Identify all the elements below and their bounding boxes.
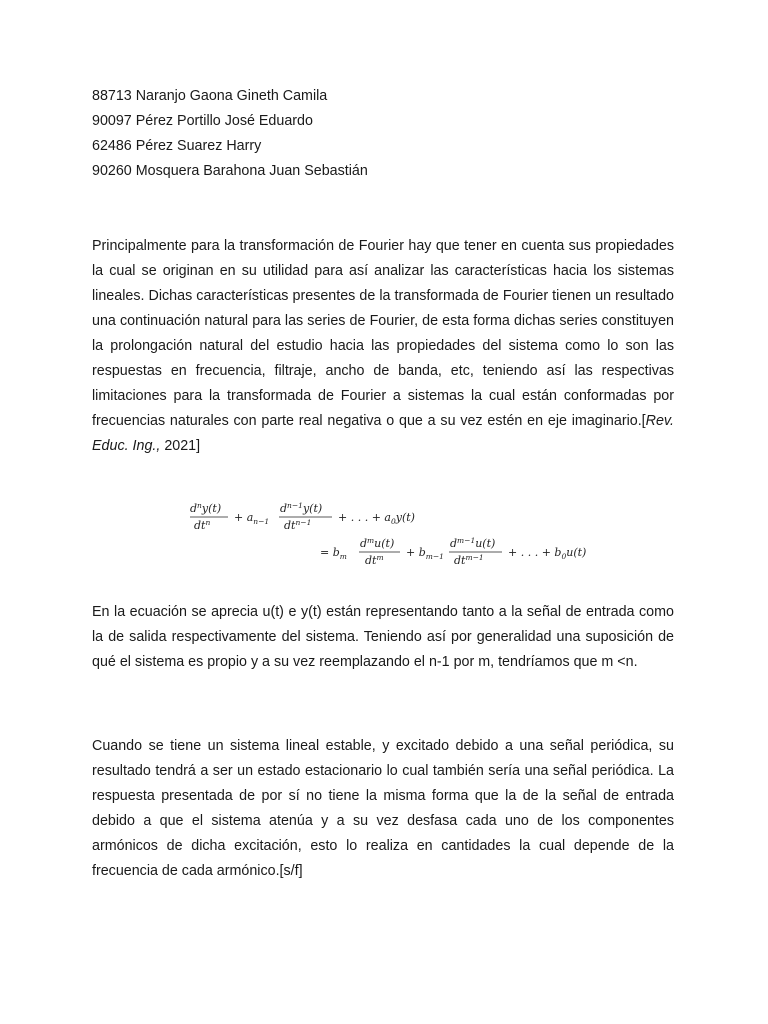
differential-equation [190, 498, 610, 570]
eq-term-dny [190, 501, 228, 532]
author-line: 90260 Mosquera Barahona Juan Sebastián [92, 163, 368, 179]
eq-plus-a: + $a_{n-1}$ [234, 511, 270, 526]
paragraph-text: Principalmente para la transformación de Fourier hay que tener en cuenta sus propiedades la cual se originan en su utilidad para así analizar las características hacia los sistemas lineales. Dichas características presentes de la transformada de Fourier tienen un resultado una continuación natural para las series de Fourier, de esta forma dichas series constituyen la prolongación natural del estudio hacia las propiedades del sistema como lo son las respuestas en frecuencia, filtraje, ancho de banda, etc, teniendo así las respectivas limitaciones para la transformada de Fourier a sistemas la cual están conformadas por frecuencias naturales con parte real negativa o que a su vez estén en eje imaginario.[ [92, 238, 674, 429]
eq-term-dm1u [449, 536, 502, 567]
eq-tail-a0: + . . . + $a_0y(t)$ [338, 511, 415, 526]
svg-text:dn−1y(t): $d^{n-1}y(t)$ [280, 501, 323, 515]
citation-source: Rev. Educ. Ing., [92, 413, 674, 454]
eq-tail-b0: + . . . + $b_0u(t)$ [508, 546, 587, 561]
author-line: 90097 Pérez Portillo José Eduardo [92, 113, 313, 129]
document-page [92, 84, 674, 879]
eq-equals-b: = $b_m$ [320, 546, 347, 561]
paragraph-stable-system: Cuando se tiene un sistema lineal estable, y excitado debido a una señal periódica, su resultado tendrá a ser un estado estacionario lo cual también sería una señal periódica. La respuesta presentada de por sí no tiene la misma forma que la de la señal de entrada debido a que el sistema atenúa y a su vez desfasa cada uno de los componentes armónicos de dicha excitación, esto lo realiza en cantidades la cual depende de la frecuencia de cada armónico.[s/f] [92, 738, 674, 879]
svg-text:dtm: $dt^m$ [365, 553, 384, 567]
eq-plus-b: + $b_{m-1}$ [406, 546, 444, 561]
svg-text:dmu(t): $d^mu(t)$ [360, 536, 395, 550]
paragraph-fourier-properties [92, 234, 674, 459]
svg-text:dny(t): $d^ny(t)$ [190, 501, 222, 515]
svg-text:dtn−1: $dt^{n-1}$ [284, 518, 312, 532]
svg-text:dtn: $dt^n$ [194, 518, 211, 532]
eq-term-dmu [359, 536, 400, 567]
citation-year: 2021] [160, 438, 201, 454]
author-line: 88713 Naranjo Gaona Gineth Camila [92, 88, 328, 104]
eq-term-dn1y [279, 501, 332, 532]
author-line: 62486 Pérez Suarez Harry [92, 138, 262, 154]
svg-text:dm−1u(t): $d^{m-1}u(t)$ [450, 536, 496, 550]
svg-text:dtm−1: $dt^{m-1}$ [454, 553, 484, 567]
paragraph-equation-explanation: En la ecuación se aprecia u(t) e y(t) están representando tanto a la señal de entrada como la de salida respectivamente del sistema. Teniendo así por generalidad una suposición de qué el sistema es propio y a su vez reemplazando el n-1 por m, tendríamos que m <n. [92, 604, 674, 670]
author-list [92, 84, 674, 184]
